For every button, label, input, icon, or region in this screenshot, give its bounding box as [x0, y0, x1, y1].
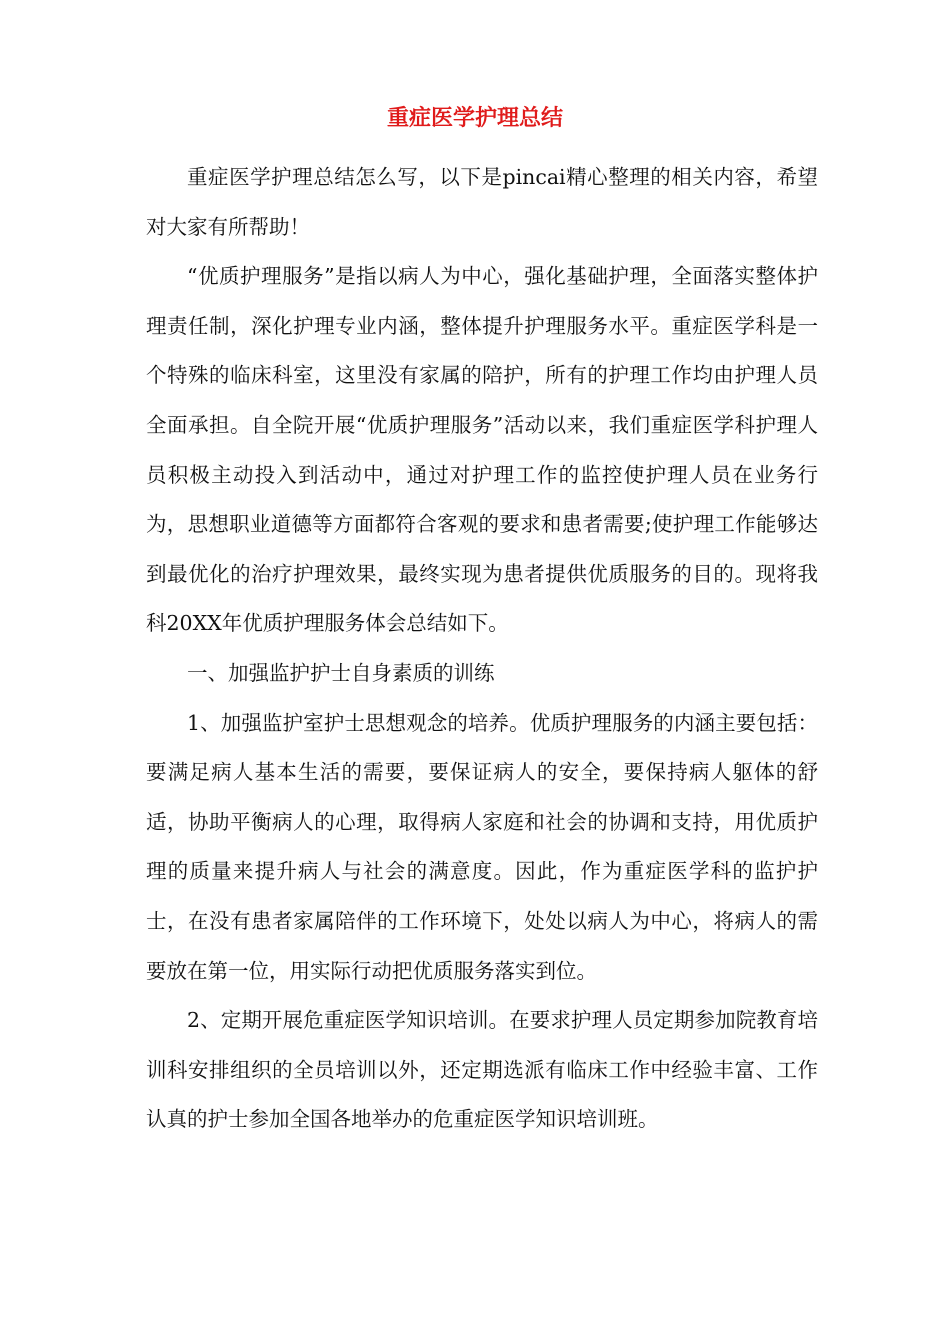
document-title: 重症医学护理总结: [386, 106, 563, 131]
document-body: [146, 153, 818, 1145]
paragraph-item-2: 2、定期开展危重症医学知识培训。在要求护理人员定期参加院教育培训科安排组织的全员培训以外，还定期选派有临床工作中经验丰富、工作认真的护士参加全国各地举办的危重症医学知识培训班。: [146, 1008, 818, 1132]
section-heading-1: 一、加强监护护士自身素质的训练: [187, 660, 495, 685]
paragraph-item-1: 1、加强监护室护士思想观念的培养。优质护理服务的内涵主要包括：要满足病人基本生活的需要，要保证病人的安全，要保持病人躯体的舒适，协助平衡病人的心理，取得病人家庭和社会的协调和支持，用优质护理的质量来提升病人与社会的满意度。因此，作为重症医学科的监护护士，在没有患者家属陪伴的工作环境下，处处以病人为中心，将病人的需要放在第一位，用实际行动把优质服务落实到位。: [146, 710, 818, 983]
paragraph-intro: 重症医学护理总结怎么写，以下是pincai精心整理的相关内容，希望对大家有所帮助！: [146, 165, 818, 239]
paragraph-overview: “优质护理服务”是指以病人为中心，强化基础护理，全面落实整体护理责任制，深化护理专业内涵，整体提升护理服务水平。重症医学科是一个特殊的临床科室，这里没有家属的陪护，所有的护理工作均由护理人员全面承担。自全院开展“优质护理服务”活动以来，我们重症医学科护理人员积极主动投入到活动中，通过对护理工作的监控使护理人员在业务行为，思想职业道德等方面都符合客观的要求和患者需要;使护理工作能够达到最优化的治疗护理效果，最终实现为患者提供优质服务的目的。现将我科20XX年优质护理服务体会总结如下。: [146, 264, 818, 636]
